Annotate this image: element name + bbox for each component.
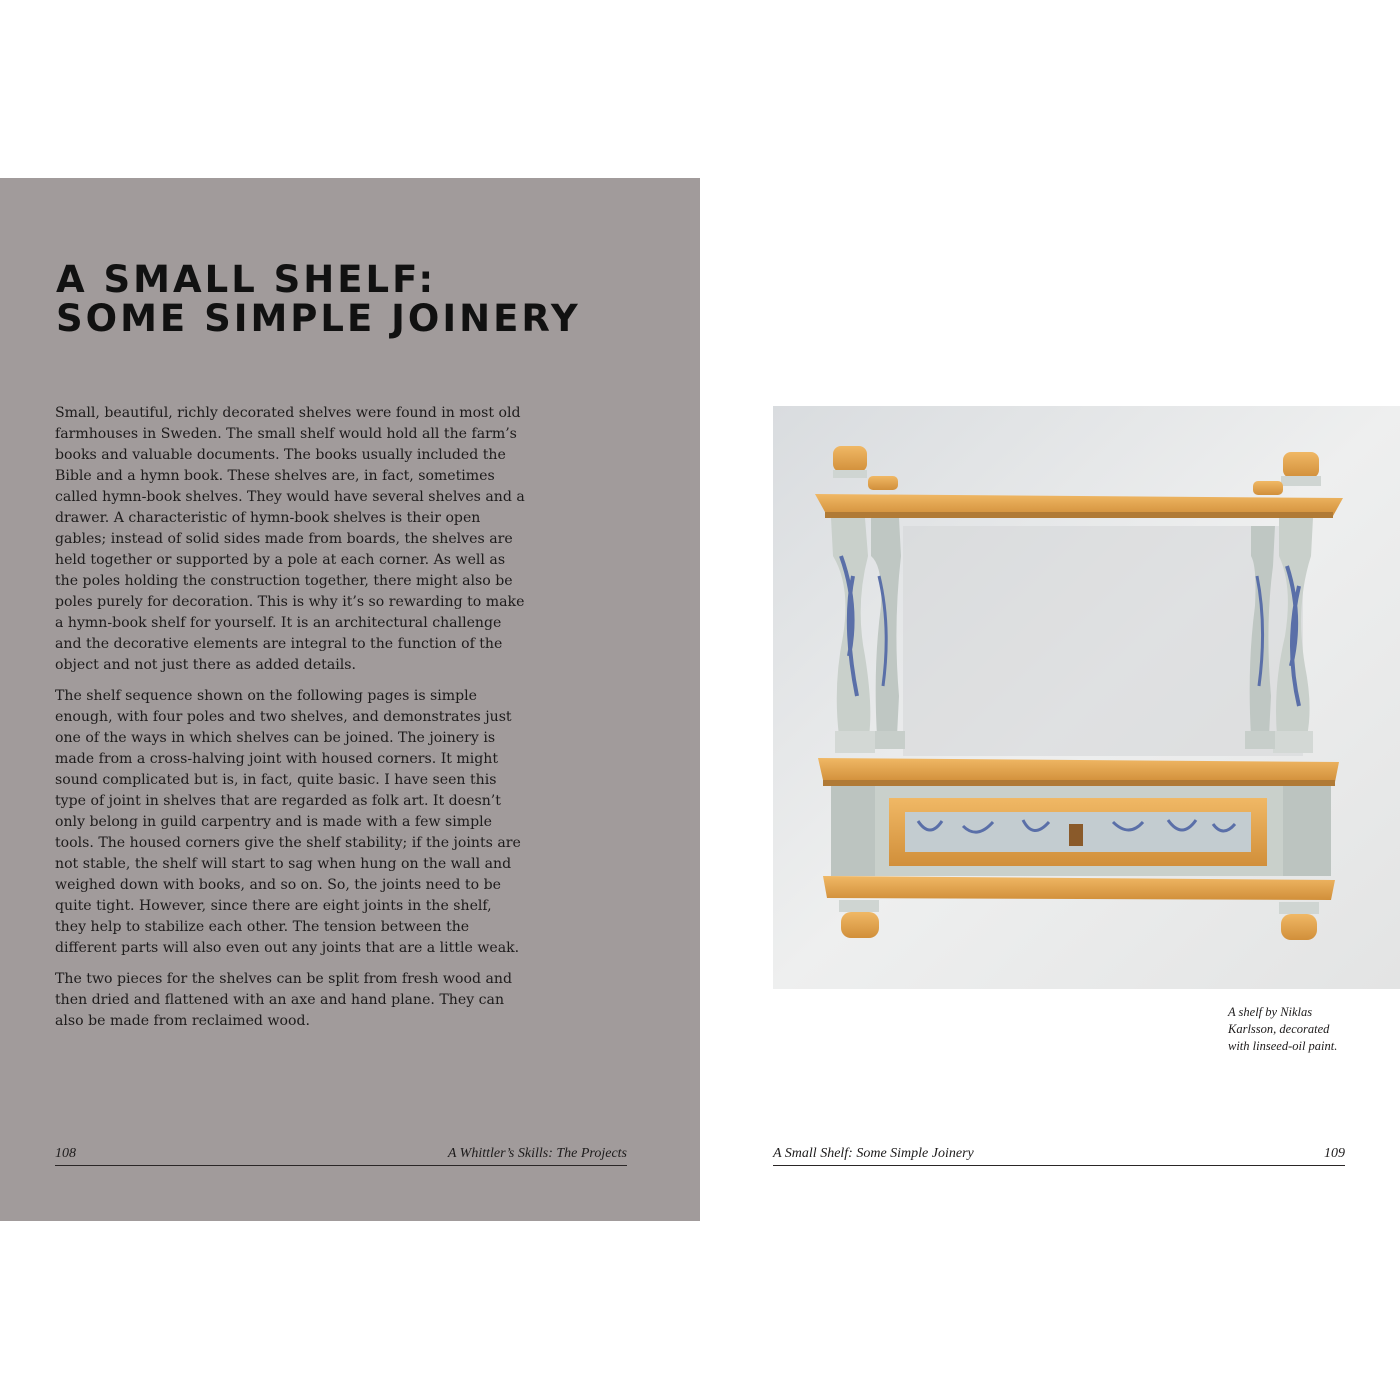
- left-page: [0, 178, 700, 1221]
- left-footer: [55, 1146, 627, 1166]
- shelf-photo: [773, 406, 1400, 989]
- title-line-1: A SMALL SHELF:: [56, 258, 437, 301]
- running-head-left: A Whittler’s Skills: The Projects: [447, 1146, 627, 1161]
- bottom-shelf: [823, 876, 1335, 900]
- caption-line-2: Karlsson, decorated: [1228, 1022, 1330, 1036]
- caption-line-3: with linseed-oil paint.: [1228, 1039, 1338, 1053]
- page-number-right: 109: [1324, 1146, 1345, 1161]
- middle-shelf: [818, 758, 1339, 782]
- title-line-2: SOME SIMPLE JOINERY: [56, 297, 581, 340]
- paragraph-2: The shelf sequence shown on the following pages is simple enough, with four poles and two shelves, and demonstrates just one of the ways in which shelves can be joined. The joinery is made from a cross-halving joint with housed corners. It might sound complicated but is, in fact, quite basic. I have seen this type of joint in shelves that are regarded as folk art. It doesn’t only belong in guild carpentry and is made with a few simple tools. The housed corners give the shelf stability; if the joints are not stable, the shelf will start to sag when hung on the wall and weighed down with books, and so on. So, the joints need to be quite tight. However, since there are eight joints in the shelf, they help to stabilize each other. The tension between the different parts will also even out any joints that are a little weak.: [55, 688, 521, 956]
- foot-right: [1281, 914, 1317, 940]
- paragraph-3: The two pieces for the shelves can be split from fresh wood and then dried and flattened with an axe and hand plane. They can also be made from reclaimed wood.: [55, 971, 512, 1029]
- paragraph-1: Small, beautiful, richly decorated shelves were found in most old farmhouses in Sweden. The small shelf would hold all the farm’s books and valuable documents. The books usually included the Bible and a hymn book. These shelves are, in fact, sometimes called hymn-book shelves. They would have several shelves and a drawer. A characteristic of hymn-book shelves is their open gables; instead of solid sides made from boards, the shelves are held together or supported by a pole at each corner. As well as the poles holding the construction together, there might also be poles purely for decoration. This is why it’s so rewarding to make a hymn-book shelf for yourself. It is an architectural challenge and the decorative elements are integral to the function of the object and not just there as added details.: [55, 405, 525, 673]
- page-title: [56, 260, 656, 338]
- page-number-left: 108: [55, 1146, 76, 1161]
- right-footer: [773, 1146, 1345, 1166]
- right-page: [700, 178, 1400, 1221]
- drawer-knob: [1069, 824, 1083, 846]
- foot-left: [841, 912, 879, 938]
- caption-line-1: A shelf by Niklas: [1228, 1005, 1313, 1019]
- running-head-right: A Small Shelf: Some Simple Joinery: [773, 1146, 974, 1161]
- top-finial-right: [1283, 452, 1319, 478]
- photo-caption: [1228, 1004, 1368, 1055]
- top-finial-left: [833, 446, 867, 472]
- body-text: [55, 403, 525, 1042]
